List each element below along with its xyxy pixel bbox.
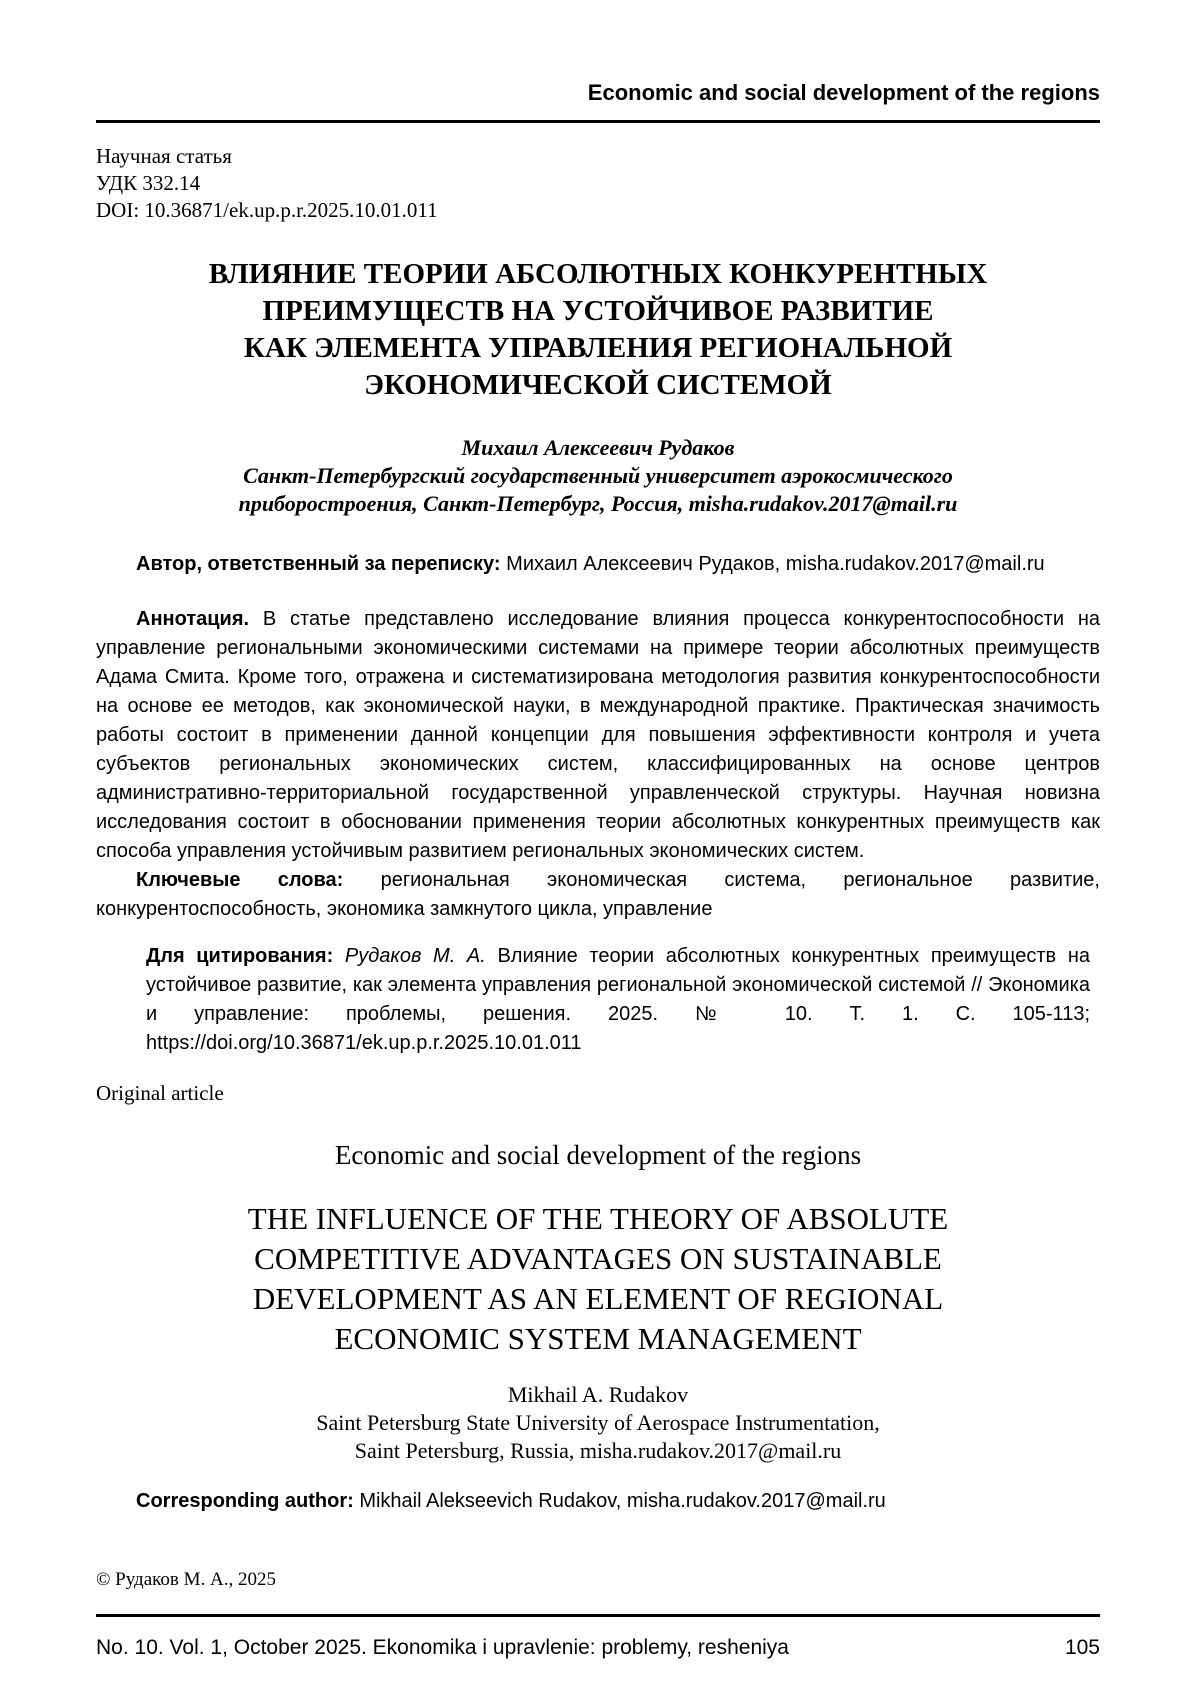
article-title-ru-line: ЭКОНОМИЧЕСКОЙ СИСТЕМОЙ xyxy=(364,369,832,401)
doi-line: DOI: 10.36871/ek.up.p.r.2025.10.01.011 xyxy=(96,198,438,222)
author-block-en xyxy=(96,1381,1100,1465)
affiliation-en-line: Saint Petersburg, Russia, misha.rudakov.2017@mail.ru xyxy=(354,1438,842,1463)
abstract-paragraph xyxy=(96,605,1100,866)
author-name-en: Mikhail A. Rudakov xyxy=(507,1382,689,1407)
keywords-label: Ключевые слова: xyxy=(136,869,344,891)
footer-journal-info: No. 10. Vol. 1, October 2025. Ekonomika i upravlenie: problemy, resheniya xyxy=(96,1636,789,1659)
footer-rule xyxy=(96,1614,1100,1617)
article-title-en-line: THE INFLUENCE OF THE THEORY OF ABSOLUTE xyxy=(247,1201,949,1236)
article-title-en-line: ECONOMIC SYSTEM MANAGEMENT xyxy=(334,1321,862,1356)
article-title-ru-line: ПРЕИМУЩЕСТВ НА УСТОЙЧИВОЕ РАЗВИТИЕ xyxy=(262,295,934,327)
article-title-en xyxy=(96,1199,1100,1359)
article-title-en-line: DEVELOPMENT AS AN ELEMENT OF REGIONAL xyxy=(252,1281,944,1316)
article-title-ru-line: КАК ЭЛЕМЕНТА УПРАВЛЕНИЯ РЕГИОНАЛЬНОЙ xyxy=(243,332,953,364)
article-type-en: Original article xyxy=(96,1081,224,1105)
keywords-paragraph xyxy=(96,866,1100,924)
udk-number: УДК 332.14 xyxy=(96,171,201,195)
keywords-text: региональная экономическая система, региональное развитие, конкурентоспособность, экономика замкнутого цикла, управление xyxy=(96,869,1100,920)
corresponding-label-en: Corresponding author: xyxy=(136,1490,354,1512)
corresponding-value-en: Mikhail Alekseevich Rudakov, misha.rudakov.2017@mail.ru xyxy=(359,1490,886,1512)
page-footer xyxy=(96,1635,1100,1661)
article-title-en-line: COMPETITIVE ADVANTAGES ON SUSTAINABLE xyxy=(254,1241,942,1276)
section-title-en: Economic and social development of the regions xyxy=(334,1140,862,1170)
article-title-ru-line: ВЛИЯНИЕ ТЕОРИИ АБСОЛЮТНЫХ КОНКУРЕНТНЫХ xyxy=(208,258,988,290)
author-name-ru: Михаил Алексеевич Рудаков xyxy=(461,435,735,460)
citation-block xyxy=(146,942,1090,1058)
header-rule xyxy=(96,120,1100,123)
corresponding-author-ru xyxy=(96,550,1100,579)
author-block-ru xyxy=(96,434,1100,518)
running-head: Economic and social development of the regions xyxy=(587,80,1100,105)
corresponding-label-ru: Автор, ответственный за переписку: xyxy=(136,553,501,575)
abstract-label: Аннотация. xyxy=(136,608,250,630)
article-type-ru: Научная статья xyxy=(96,144,232,168)
affiliation-en-line: Saint Petersburg State University of Aerospace Instrumentation, xyxy=(316,1410,880,1435)
copyright-notice: © Рудаков М. А., 2025 xyxy=(96,1569,277,1590)
article-meta xyxy=(96,143,1100,224)
citation-author: Рудаков М. А. xyxy=(344,945,486,967)
affiliation-ru-line: приборостроения, Санкт-Петербург, Россия, misha.rudakov.2017@mail.ru xyxy=(238,491,958,516)
corresponding-value-ru: Михаил Алексеевич Рудаков, misha.rudakov.2017@mail.ru xyxy=(506,553,1045,575)
citation-text: Влияние теории абсолютных конкурентных преимуществ на устойчивое развитие, как элемента управления региональной экономической системой // Экономика и управление: проблемы, решения. 2025. № 10. Т. 1. С. 105-113; https://doi.org/10.36871/ek.up.p.r.2025.10.01.011 xyxy=(146,945,1090,1054)
affiliation-ru-line: Санкт-Петербургский государственный университет аэрокосмического xyxy=(243,463,953,488)
citation-label: Для цитирования: xyxy=(146,945,334,967)
article-title-ru xyxy=(96,256,1100,404)
footer-page-number: 105 xyxy=(1064,1636,1100,1659)
corresponding-author-en xyxy=(96,1487,1100,1516)
abstract-text: В статье представлено исследование влияния процесса конкурентоспособности на управление региональными экономическими системами на примере теории абсолютных преимуществ Адама Смита. Кроме того, отражена и систематизирована методология развития конкурентоспособности на основе ее методов, как экономической науки, в международной практике. Практическая значимость работы состоит в применении данной концепции для повышения эффективности контроля и учета субъектов региональных экономических систем, классифицированных на основе центров административно-территориальной государственной управленческой структуры. Научная новизна исследования состоит в обосновании применения теории абсолютных конкурентных преимуществ как способа управления устойчивым развитием региональных экономических систем. xyxy=(96,608,1100,862)
